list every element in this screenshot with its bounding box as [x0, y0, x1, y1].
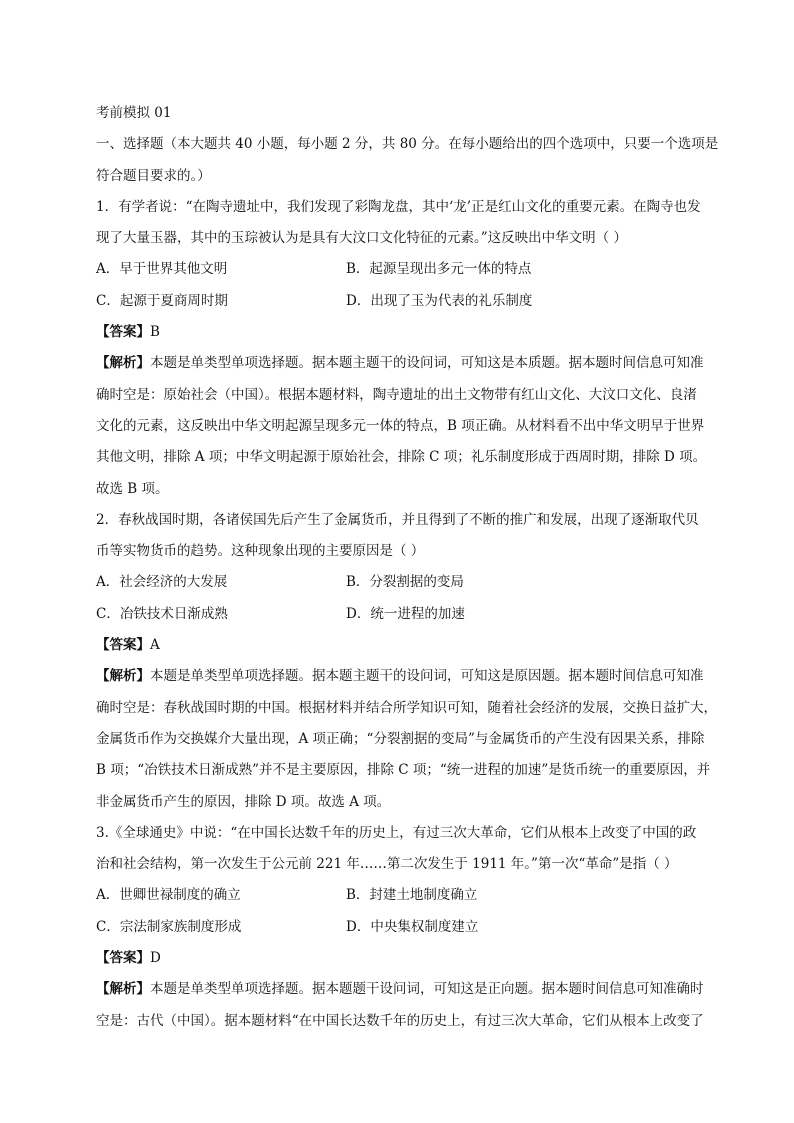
question-2-analysis-line-2: 确时空是：春秋战国时期的中国。根据材料并结合所学知识可知，随着社会经济的发展，交换日益扩大，	[96, 699, 717, 716]
answer-value: B	[150, 324, 160, 341]
question-1-analysis-line-5: 故选 B 项。	[96, 480, 169, 497]
analysis-text: 本题是单类型单项选择题。据本题主题干的设问词，可知这是本质题。据本题时间信息可知准	[150, 355, 704, 372]
question-3-stem-line-1: 3.《全球通史》中说：“在中国长达数千年的历史上，有过三次大革命，它们从根本上改变了中国的政	[96, 824, 697, 841]
question-1-option-a: A．早于世界其他文明	[96, 261, 228, 278]
question-3-option-b: B．封建土地制度确立	[346, 887, 478, 904]
question-2-option-d: D．统一进程的加速	[346, 605, 465, 622]
question-3-answer	[96, 943, 736, 974]
question-1-options-row-2	[96, 286, 736, 317]
question-1-option-d: D．出现了玉为代表的礼乐制度	[346, 292, 533, 309]
question-2-analysis-line-1	[96, 661, 736, 692]
answer-label: 【答案】	[96, 950, 150, 967]
analysis-text: 本题是单类型单项选择题。据本题题干设问词，可知这是正向题。据本题时间信息可知准确时	[150, 981, 704, 998]
question-1-stem-line-2: 现了大量玉器，其中的玉琮被认为是具有大汶口文化特征的元素。”这反映出中华文明（ ）	[96, 230, 627, 247]
question-3-options-row-2	[96, 912, 736, 943]
question-3-option-a: A．世卿世禄制度的确立	[96, 887, 241, 904]
analysis-label: 【解析】	[96, 668, 150, 685]
analysis-label: 【解析】	[96, 981, 150, 998]
question-2-option-b: B．分裂割据的变局	[346, 574, 464, 591]
question-2-stem-line-1: 2．春秋战国时期，各诸侯国先后产生了金属货币，并且得到了不断的推广和发展，出现了逐渐取代贝	[96, 511, 699, 528]
question-1-analysis-line-3: 文化的元素，这反映出中华文明起源呈现多元一体的特点，B 项正确。从材料看不出中华文明早于世界	[96, 417, 705, 434]
question-1-option-b: B．起源呈现出多元一体的特点	[346, 261, 532, 278]
question-2-option-c: C．冶铁技术日渐成熟	[96, 605, 228, 622]
question-3	[96, 818, 736, 1037]
question-1-answer	[96, 317, 736, 348]
answer-label: 【答案】	[96, 637, 150, 654]
question-1-stem-line-1: 1．有学者说：“在陶寺遗址中，我们发现了彩陶龙盘，其中‘龙’正是红山文化的重要元素。在陶寺也发	[96, 198, 701, 215]
question-3-option-c: C．宗法制家族制度形成	[96, 918, 242, 935]
question-3-stem-line-2: 治和社会结构，第一次发生于公元前 221 年……第二次发生于 1911 年。”第一次“革命”是指（ ）	[96, 856, 678, 873]
question-2	[96, 505, 736, 818]
analysis-text: 本题是单类型单项选择题。据本题主题干的设问词，可知这是原因题。据本题时间信息可知准	[150, 668, 704, 685]
answer-value: D	[150, 950, 161, 967]
question-1	[96, 192, 736, 505]
question-1-options-row-1	[96, 254, 736, 285]
question-2-option-a: A．社会经济的大发展	[96, 574, 228, 591]
question-2-analysis-line-3: 金属货币作为交换媒介大量出现，A 项正确；“分裂割据的变局”与金属货币的产生没有因果关系，排除	[96, 730, 705, 747]
answer-label: 【答案】	[96, 324, 150, 341]
question-2-options-row-1	[96, 567, 736, 598]
analysis-label: 【解析】	[96, 355, 150, 372]
question-3-option-d: D．中央集权制度建立	[346, 918, 479, 935]
question-1-analysis-line-2: 确时空是：原始社会（中国）。根据本题材料，陶寺遗址的出土文物带有红山文化、大汶口文化、良渚	[96, 386, 697, 403]
exam-title: 考前模拟 01	[96, 105, 172, 121]
answer-value: A	[150, 637, 160, 654]
question-3-options-row-1	[96, 880, 736, 911]
section-heading-line-2: 符合题目要求的。）	[96, 167, 211, 184]
question-1-analysis-line-1	[96, 348, 736, 379]
question-3-analysis-line-2: 空是：古代（中国）。据本题材料“在中国长达数千年的历史上，有过三次大革命，它们从根本上改变了	[96, 1012, 704, 1029]
question-2-answer	[96, 630, 736, 661]
question-1-option-c: C．起源于夏商周时期	[96, 292, 228, 309]
document-content	[96, 98, 736, 1037]
question-2-analysis-line-5: 非金属货币产生的原因，排除 D 项。故选 A 项。	[96, 793, 391, 810]
question-2-options-row-2	[96, 599, 736, 630]
question-1-analysis-line-4: 其他文明，排除 A 项；中华文明起源于原始社会，排除 C 项；礼乐制度形成于西周时期，排除 D 项。	[96, 449, 707, 466]
section-heading-line-1: 一、选择题（本大题共 40 小题，每小题 2 分，共 80 分。在每小题给出的四个选项中，只要一个选项是	[96, 136, 719, 153]
question-2-stem-line-2: 币等实物货币的趋势。这种现象出现的主要原因是（ ）	[96, 543, 425, 560]
question-2-analysis-line-4: B 项；“冶铁技术日渐成熟”并不是主要原因，排除 C 项；“统一进程的加速”是货币统一的重要原因，并	[96, 762, 711, 779]
question-3-analysis-line-1	[96, 974, 736, 1005]
